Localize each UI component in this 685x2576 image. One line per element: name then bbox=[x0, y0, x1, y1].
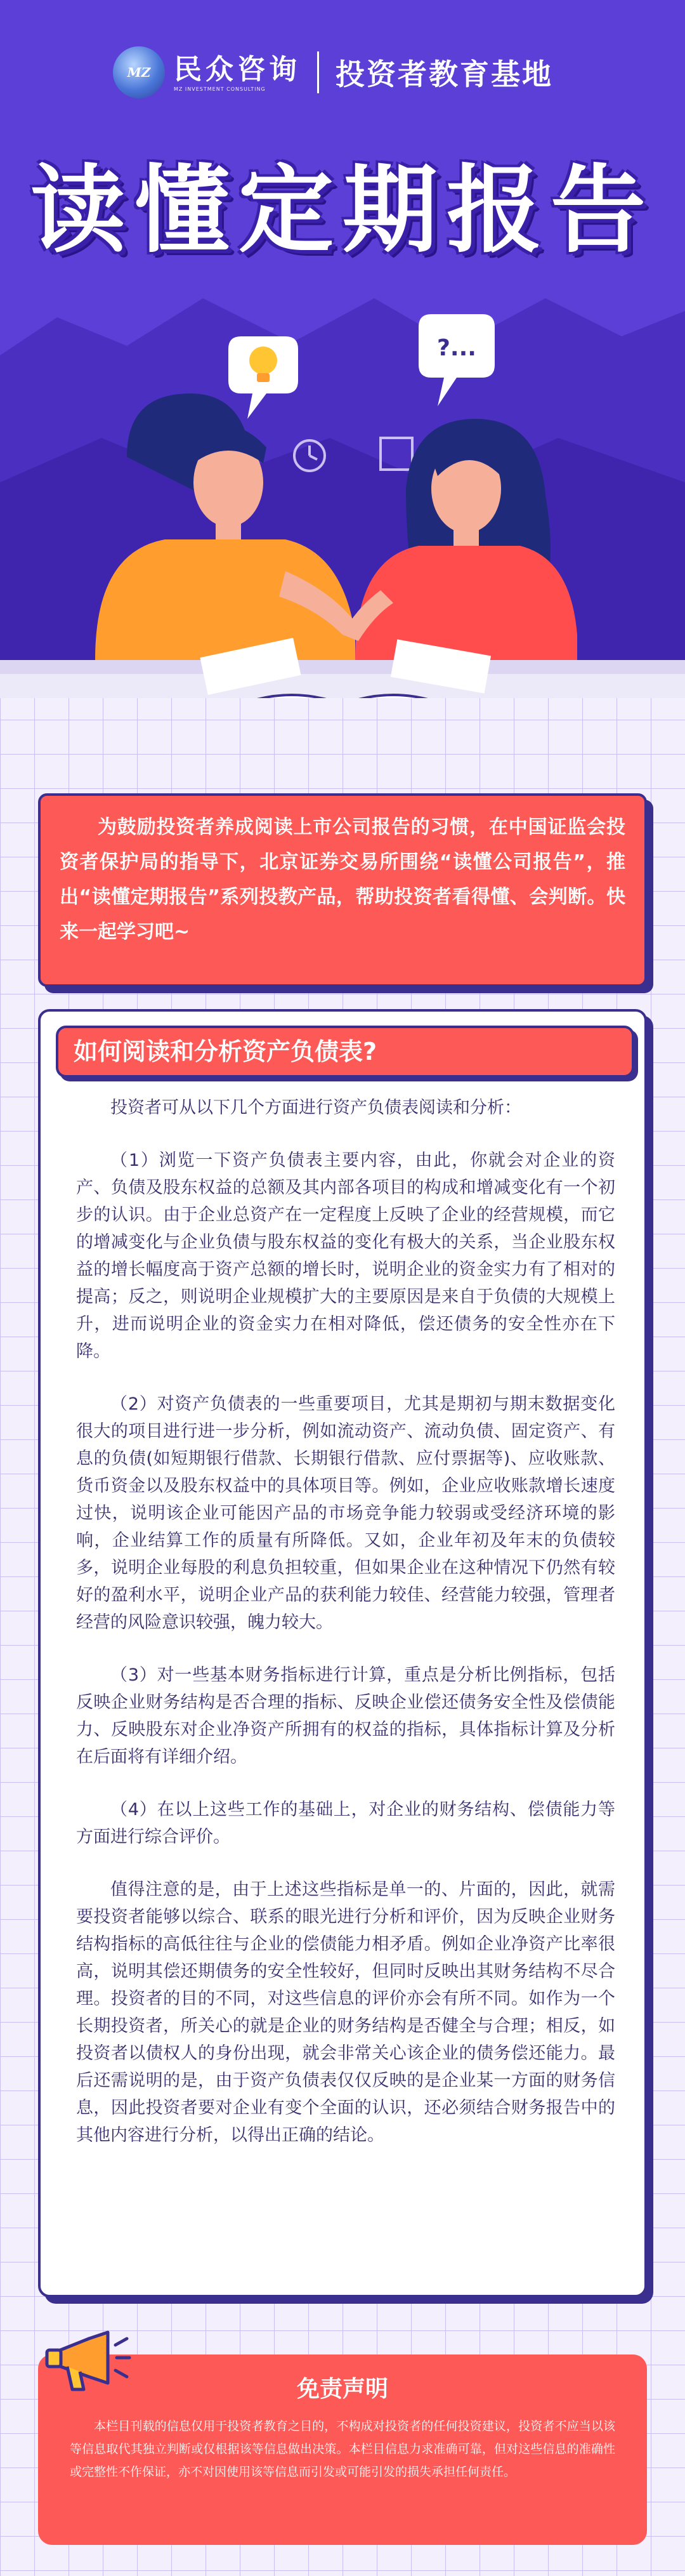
disclaimer-title: 免责声明 bbox=[296, 2376, 388, 2402]
article-heading: 如何阅读和分析资产负债表? bbox=[56, 1026, 634, 1078]
article-paragraph: 投资者可从以下几个方面进行资产负债表阅读和分析： bbox=[110, 1098, 521, 1118]
table-surface bbox=[0, 673, 685, 698]
megaphone-icon bbox=[38, 2320, 133, 2402]
logo-icon: MZ bbox=[113, 46, 165, 98]
brand-header bbox=[113, 41, 553, 104]
intro-card bbox=[38, 793, 647, 987]
brand-divider bbox=[317, 51, 319, 93]
article-body bbox=[76, 1094, 615, 2174]
svg-text:?...: ?... bbox=[437, 335, 476, 361]
intro-text: 为鼓励投资者养成阅读上市公司报告的习惯，在中国证监会投资者保护局的指导下，北京证券交易所围绕“读懂公司报告”，推出“读懂定期报告”系列投教产品，帮助投资者看得懂、会判断。快来一起学习吧~ bbox=[60, 816, 625, 943]
brand-tagline: 投资者教育基地 bbox=[336, 57, 553, 91]
hero-illustration bbox=[0, 0, 685, 698]
disclaimer-text: 本栏目刊载的信息仅用于投资者教育之目的，不构成对投资者的任何投资建议，投资者不应当以该等信息取代其独立判断或仅根据该等信息做出决策。本栏目信息力求准确可靠，但对这些信息的准确性或完整性不作保证，亦不对因使用该等信息而引发或可能引发的损失承担任何责任。 bbox=[70, 2419, 615, 2479]
article-paragraph: 值得注意的是，由于上述这些指标是单一的、片面的，因此，就需要投资者能够以综合、联系的眼光进行分析和评价，因为反映企业财务结构指标的高低往往与企业的偿债能力相矛盾。例如企业净资产比率很高，说明其偿还期债务的安全性较好，但同时反映出其财务结构不尽合理。投资者的目的不同，对这些信息的评价亦会有所不同。如作为一个长期投资者，所关心的就是企业的财务结构是否健全与合理；相反，如投资者以债权人的身份出现，就会非常关心该企业的债务偿还能力。最后还需说明的是，由于资产负债表仅仅反映的是企业某一方面的财务信息，因此投资者要对企业有变个全面的认识，还必须结合财务报告中的其他内容进行分析，以得出正确的结论。 bbox=[76, 1880, 615, 2145]
brand-name: 民众咨询 bbox=[174, 53, 301, 86]
page-title: 读懂定期报告 bbox=[30, 155, 655, 266]
article-paragraph: （1）浏览一下资产负债表主要内容，由此，你就会对企业的资产、负债及股东权益的总额及其内部各项目的构成和增减变化有一个初步的认识。由于企业总资产在一定程度上反映了企业的经营规模，而它的增减变化与企业负债与股东权益的变化有极大的关系，当企业股东权益的增长幅度高于资产总额的增长时，说明企业的资金实力有了相对的提高；反之，则说明企业规模扩大的主要原因是来自于负债的大规模上升，进而说明企业的资金实力在相对降低，偿还债务的安全性亦在下降。 bbox=[76, 1151, 615, 1361]
logo-text bbox=[174, 53, 301, 92]
article-paragraph: （4）在以上这些工作的基础上，对企业的财务结构、偿债能力等方面进行综合评价。 bbox=[76, 1800, 615, 1847]
table-edge bbox=[0, 660, 685, 674]
article-paragraph: （3）对一些基本财务指标进行计算，重点是分析比例指标，包括反映企业财务结构是否合理的指标、反映企业偿还债务安全性及偿债能力、反映股东对企业净资产所拥有的权益的指标，具体指标计算及分析在后面将有详细介绍。 bbox=[76, 1665, 615, 1767]
hero-banner bbox=[0, 0, 685, 698]
article-card bbox=[38, 1009, 647, 2297]
brand-english: MZ INVESTMENT CONSULTING bbox=[174, 86, 266, 92]
article-paragraph: （2）对资产负债表的一些重要项目，尤其是期初与期末数据变化很大的项目进行进一步分析，例如流动资产、流动负债、固定资产、有息的负债(如短期银行借款、长期银行借款、应付票据等)、应收账款、货币资金以及股东权益中的具体项目等。例如，企业应收账款增长速度过快，说明该企业可能因产品的市场竞争能力较弱或受经济环境的影响，企业结算工作的质量有所降低。又如，企业年初及年末的负债较多，说明企业每股的利息负担较重，但如果企业在这种情况下仍然有较好的盈利水平，说明企业产品的获利能力较佳、经营能力较强，管理者经营的风险意识较强，魄力较大。 bbox=[76, 1394, 615, 1632]
